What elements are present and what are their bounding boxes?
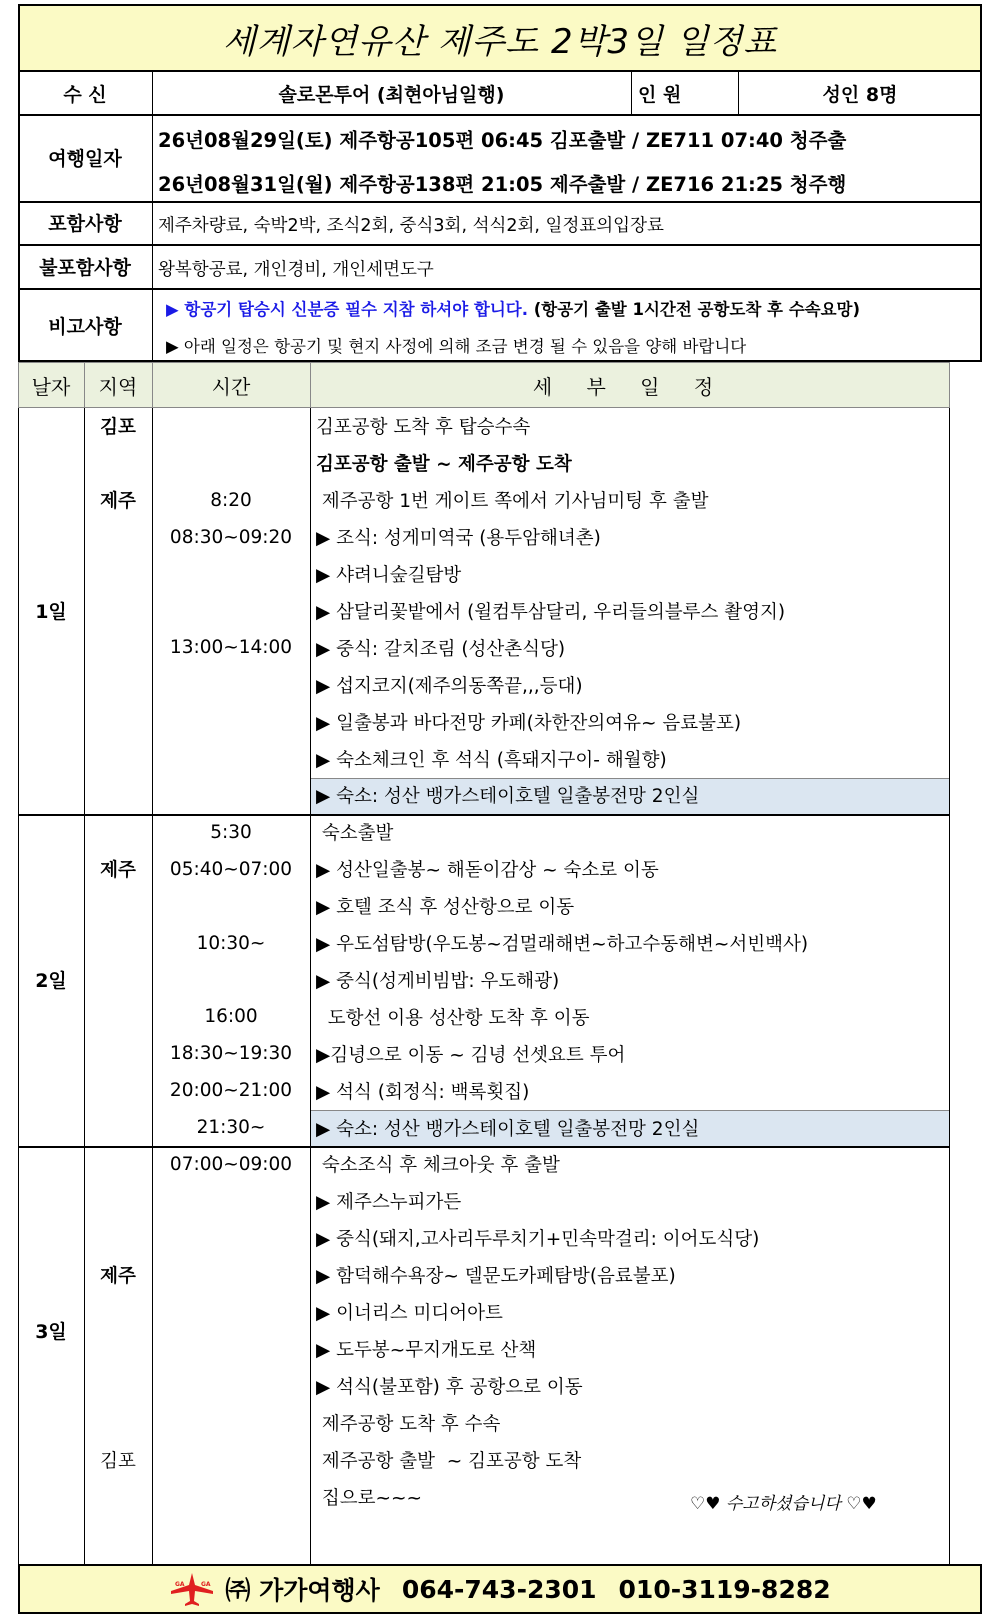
schedule-item: ▶ 우도섬탐방(우도봉~검멀래해변~하고수동해변~서빈백사) [316,934,809,956]
schedule-item: ▶ 성산일출봉~ 해돋이감상 ~ 숙소로 이동 [316,860,659,882]
time-cell: 10:30~ [196,932,266,954]
schedule-item: ▶ 도두봉~무지개도로 산책 [316,1339,537,1361]
dates-line-1: 26년08월29일(토) 제주항공105편 06:45 김포출발 / ZE711 07:40 청주출 [158,129,847,152]
notice-line-1 [166,296,860,320]
time-cell: 18:30~19:30 [169,1043,293,1065]
col-region: 지역 [98,374,138,399]
company-phone: 064-743-2301 [401,1574,597,1604]
schedule-item: ▶ 함덕해수욕장~ 델문도카페탐방(음료불포) [316,1266,676,1288]
excluded-value: 왕복항공료, 개인경비, 개인세면도구 [158,260,434,280]
closing-note: ♡♥ 수고하셨습니다 ♡♥ [690,1494,877,1514]
time-cell: 5:30 [210,821,252,843]
schedule-item: 숙소출발 [316,823,394,845]
page-title: 세계자연유산 제주도 2박3일 일정표 [222,21,778,62]
col-date: 날자 [31,374,71,399]
schedule-item: ▶ 샤려니숲길탐방 [316,565,462,587]
schedule-item: ▶ 숙소: 성산 뱅가스테이호텔 일출봉전망 2인실 [316,786,700,808]
schedule-item: 제주공항 1번 게이트 쪽에서 기사님미팅 후 출발 [316,491,709,513]
col-time: 시간 [211,374,251,399]
schedule-item: ▶ 제주스누피가든 [316,1192,462,1214]
people-value: 성인 8명 [822,83,898,106]
day-label: 3일 [35,1321,67,1343]
schedule-item: ▶ 석식(불포함) 후 공항으로 이동 [316,1376,583,1398]
included-label: 포함사항 [48,213,122,235]
schedule-item: ▶ 이너리스 미디어아트 [316,1303,503,1325]
included-value: 제주차량료, 숙박2박, 조식2회, 중식3회, 석식2회, 일정표의입장료 [158,216,664,236]
company-name: ㈜ 가가여행사 [225,1576,380,1605]
schedule-item: ▶ 중식(성게비빔밥: 우도해광) [316,970,560,992]
schedule-item: 도항선 이용 성산항 도착 후 이동 [316,1007,590,1029]
notice-arrival: (항공기 출발 1시간전 공항도착 후 수속요망) [528,300,861,319]
schedule-item: 집으로~~~ [316,1487,422,1509]
svg-text:GA: GA [175,1581,185,1588]
region-cell: 제주 [100,1266,136,1288]
schedule-item: ▶ 조식: 성게미역국 (용두암해녀촌) [316,528,601,550]
recipient-label: 수 신 [63,83,107,106]
schedule-item: ▶ 숙소체크인 후 석식 (흑돼지구이- 해월향) [316,749,667,771]
time-cell: 21:30~ [196,1117,266,1139]
schedule-item: 김포공항 출발 ~ 제주공항 도착 [316,454,572,476]
excluded-label: 불포함사항 [39,256,131,279]
recipient-value: 솔로몬투어 (최현아님일행) [278,83,505,106]
region-cell: 제주 [100,860,136,882]
schedule-item: ▶ 중식: 갈치조림 (성산촌식당) [316,638,566,660]
schedule-item: 숙소조식 후 체크아웃 후 출발 [316,1155,560,1177]
time-cell: 16:00 [204,1006,258,1028]
time-cell: 8:20 [210,489,252,511]
time-cell: 20:00~21:00 [169,1080,293,1102]
notice-line-2: ▶ 아래 일정은 항공기 및 현지 사정에 의해 조금 변경 될 수 있음을 양해 바랍니다 [166,337,747,356]
schedule-item: 제주공항 출발 ~ 김포공항 도착 [316,1450,582,1472]
day-label: 1일 [35,601,67,624]
time-cell: 07:00~09:00 [169,1153,293,1175]
region-cell: 제주 [100,491,136,513]
time-cell: 08:30~09:20 [169,526,293,548]
people-label: 인 원 [638,83,682,106]
company-mobile: 010-3119-8282 [618,1574,831,1604]
schedule-item: ▶김녕으로 이동 ~ 김녕 선셋요트 투어 [316,1044,626,1066]
airplane-logo-icon [169,1571,215,1607]
schedule-item: ▶ 중식(돼지,고사리두루치기+민속막걸리: 이어도식당) [316,1229,760,1251]
region-cell: 김포 [100,417,136,439]
svg-text:GA: GA [201,1581,211,1588]
schedule-item: ▶ 삼달리꽃밭에서 (윌컴투삼달리, 우리들의블루스 촬영지) [316,601,786,623]
time-cell: 13:00~14:00 [169,637,293,659]
day-label: 2일 [35,970,67,993]
title-bar [18,4,982,72]
schedule-item: 김포공항 도착 후 탑승수속 [316,417,531,439]
col-detail: 세 부 일 정 [532,374,728,399]
notice-required-id: ▶ 항공기 탑승시 신분증 필수 지참 하셔야 합니다. [166,300,529,319]
schedule-item: ▶ 일출봉과 바다전망 카페(차한잔의여유~ 음료불포) [316,712,742,734]
schedule-item: ▶ 숙소: 성산 뱅가스테이호텔 일출봉전망 2인실 [316,1118,700,1140]
time-cell: 05:40~07:00 [169,858,293,880]
schedule-item: ▶ 석식 (회정식: 백록횟집) [316,1081,530,1103]
dates-line-2: 26년08월31일(월) 제주항공138편 21:05 제주출발 / ZE716 21:25 청주행 [158,173,847,196]
schedule-item: ▶ 섭지코지(제주의동쪽끝,,,등대) [316,675,583,697]
schedule-item: 제주공항 도착 후 수속 [316,1413,501,1435]
schedule-item: ▶ 호텔 조식 후 성산항으로 이동 [316,897,575,919]
dates-label: 여행일자 [48,148,122,170]
footer-bar [18,1564,982,1614]
notes-label: 비고사항 [48,315,122,338]
region-cell: 김포 [100,1450,136,1472]
